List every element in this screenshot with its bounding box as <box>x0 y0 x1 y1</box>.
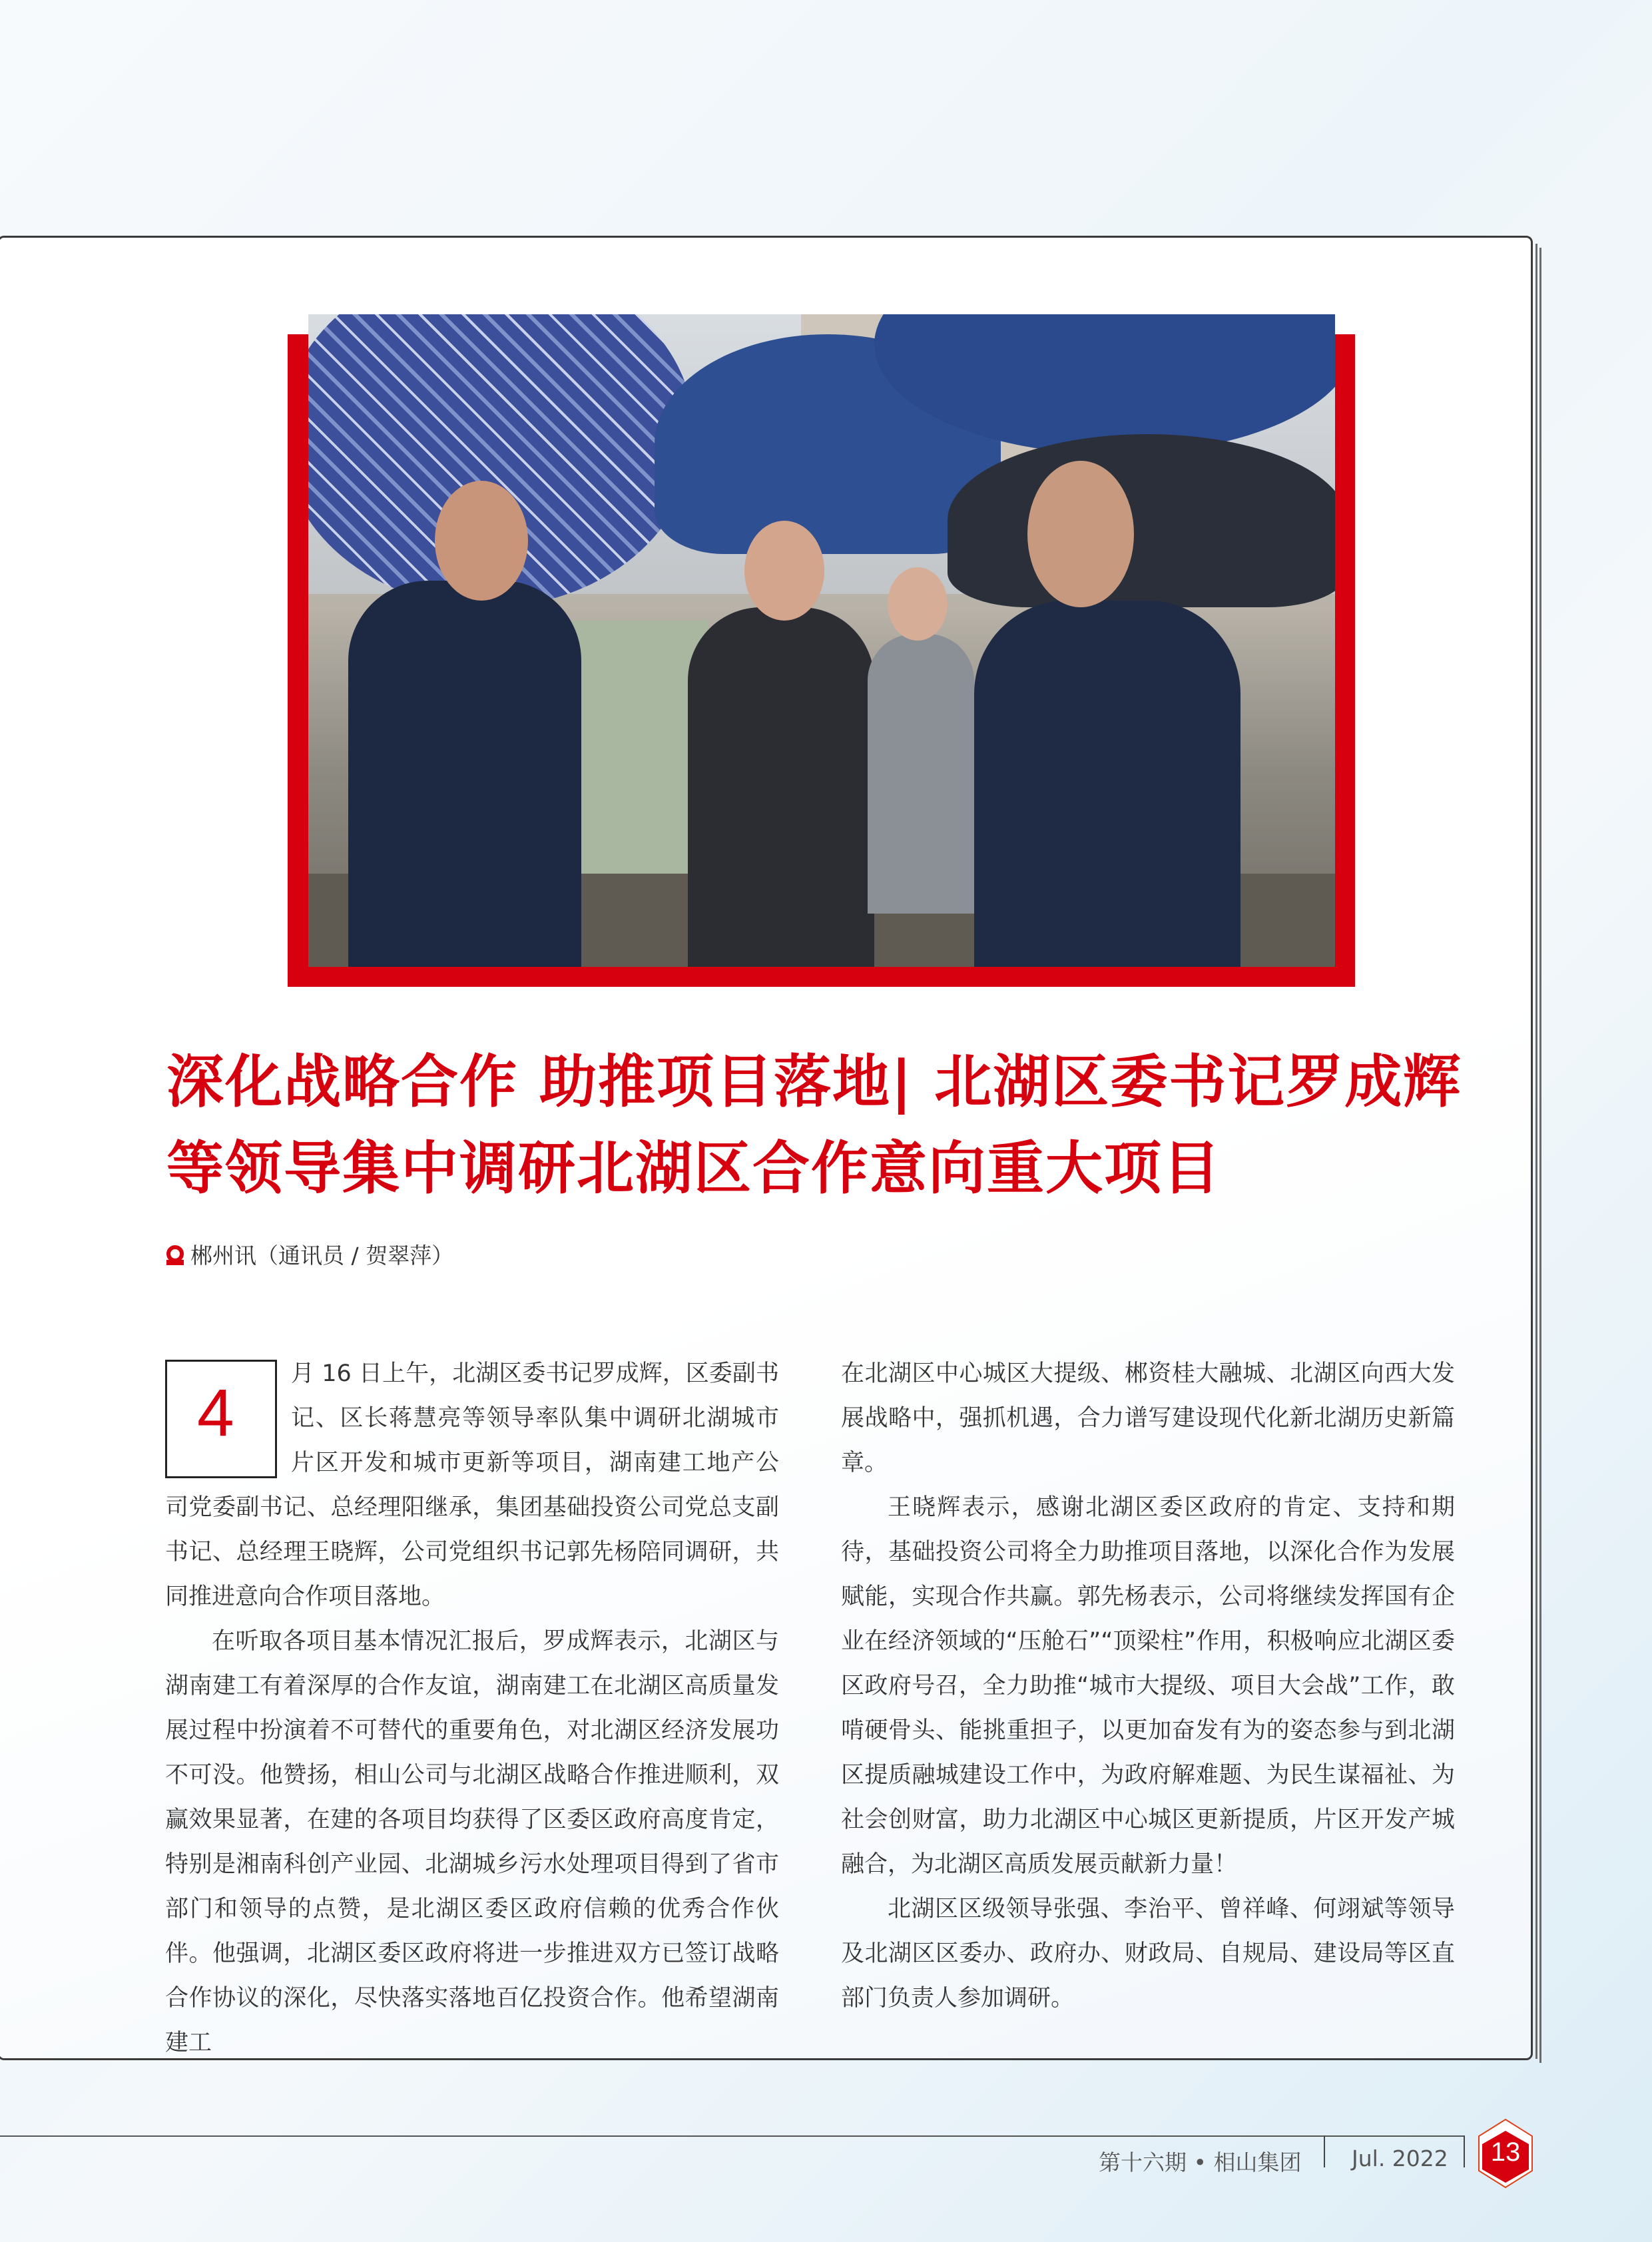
footer-date: Jul. 2022 <box>1352 2145 1448 2171</box>
page-edge <box>1535 244 1537 2059</box>
paragraph: 北湖区区级领导张强、李治平、曾祥峰、何翊斌等领导及北湖区区委办、政府办、财政局、自规局、建设局等区直部门负责人参加调研。 <box>841 1896 1455 2012</box>
article-title-line2: 等领导集中调研北湖区合作意向重大项目 <box>166 1135 1221 1202</box>
paragraph: 在听取各项目基本情况汇报后，罗成辉表示，北湖区与湖南建工有着深厚的合作友谊，湖南建工在北湖区高质量发展过程中扮演着不可替代的重要角色，对北湖区经济发展功不可没。他赞扬，相山公司与北湖区战略合作推进顺利，双赢效果显著，在建的各项目均获得了区委区政府高度肯定，特别是湘南科创产业园、北湖城乡污水处理项目得到了省市部门和领导的点赞，是北湖区委区政府信赖的优秀合作伙伴。他强调，北湖区委区政府将进一步推进双方已签订战略合作协议的深化，尽快落实落地百亿投资合作。他希望湖南建工 <box>165 1628 779 2056</box>
footer-rule <box>0 2135 1465 2137</box>
article-title-line1: 深化战略合作 助推项目落地| 北湖区委书记罗成辉 <box>166 1049 1462 1115</box>
article-left-column <box>165 1352 779 2066</box>
page-edge <box>1539 248 1541 2063</box>
page-number-badge <box>1478 2119 1533 2188</box>
byline-text: 郴州讯（通讯员 / 贺翠萍） <box>190 1243 454 1268</box>
footer-divider <box>1464 2135 1465 2167</box>
page-number: 13 <box>1490 2137 1521 2167</box>
footer-divider <box>1324 2135 1325 2167</box>
article-right-column <box>841 1352 1455 2021</box>
paragraph: 王晓辉表示，感谢北湖区委区政府的肯定、支持和期待，基础投资公司将全力助推项目落地，以深化合作为发展赋能，实现合作共赢。郭先杨表示，公司将继续发挥国有企业在经济领域的“压舱石”“顶梁柱”作用，积极响应北湖区委区政府号召，全力助推“城市大提级、项目大会战”工作，敢啃硬骨头、能挑重担子，以更加奋发有为的姿态参与到北湖区提质融城建设工作中，为政府解难题、为民生谋福祉、为社会创财富，助力北湖区中心城区更新提质，片区开发产城融合，为北湖区高质发展贡献新力量！ <box>841 1494 1455 1878</box>
paragraph: 在北湖区中心城区大提级、郴资桂大融城、北湖区向西大发展战略中，强抓机遇，合力谱写建设现代化新北湖历史新篇章。 <box>841 1360 1455 1476</box>
footer-issue: 第十六期 • 相山集团 <box>1099 2149 1302 2175</box>
paragraph <box>165 1352 779 1619</box>
person-icon <box>165 1245 185 1264</box>
dropcap-box <box>165 1360 275 1478</box>
article-photo <box>308 314 1335 967</box>
dropcap-number: 4 <box>197 1376 234 1450</box>
paragraph-text: 月 16 日上午，北湖区委书记罗成辉，区委副书记、区长蒋慧亮等领导率队集中调研北湖城市片区开发和城市更新等项目，湖南建工地产公司党委副书记、总经理阳继承，集团基础投资公司党总支副书记、总经理王晓辉，公司党组织书记郭先杨陪同调研，共同推进意向合作项目落地。 <box>165 1360 779 1610</box>
byline <box>165 1239 453 1270</box>
